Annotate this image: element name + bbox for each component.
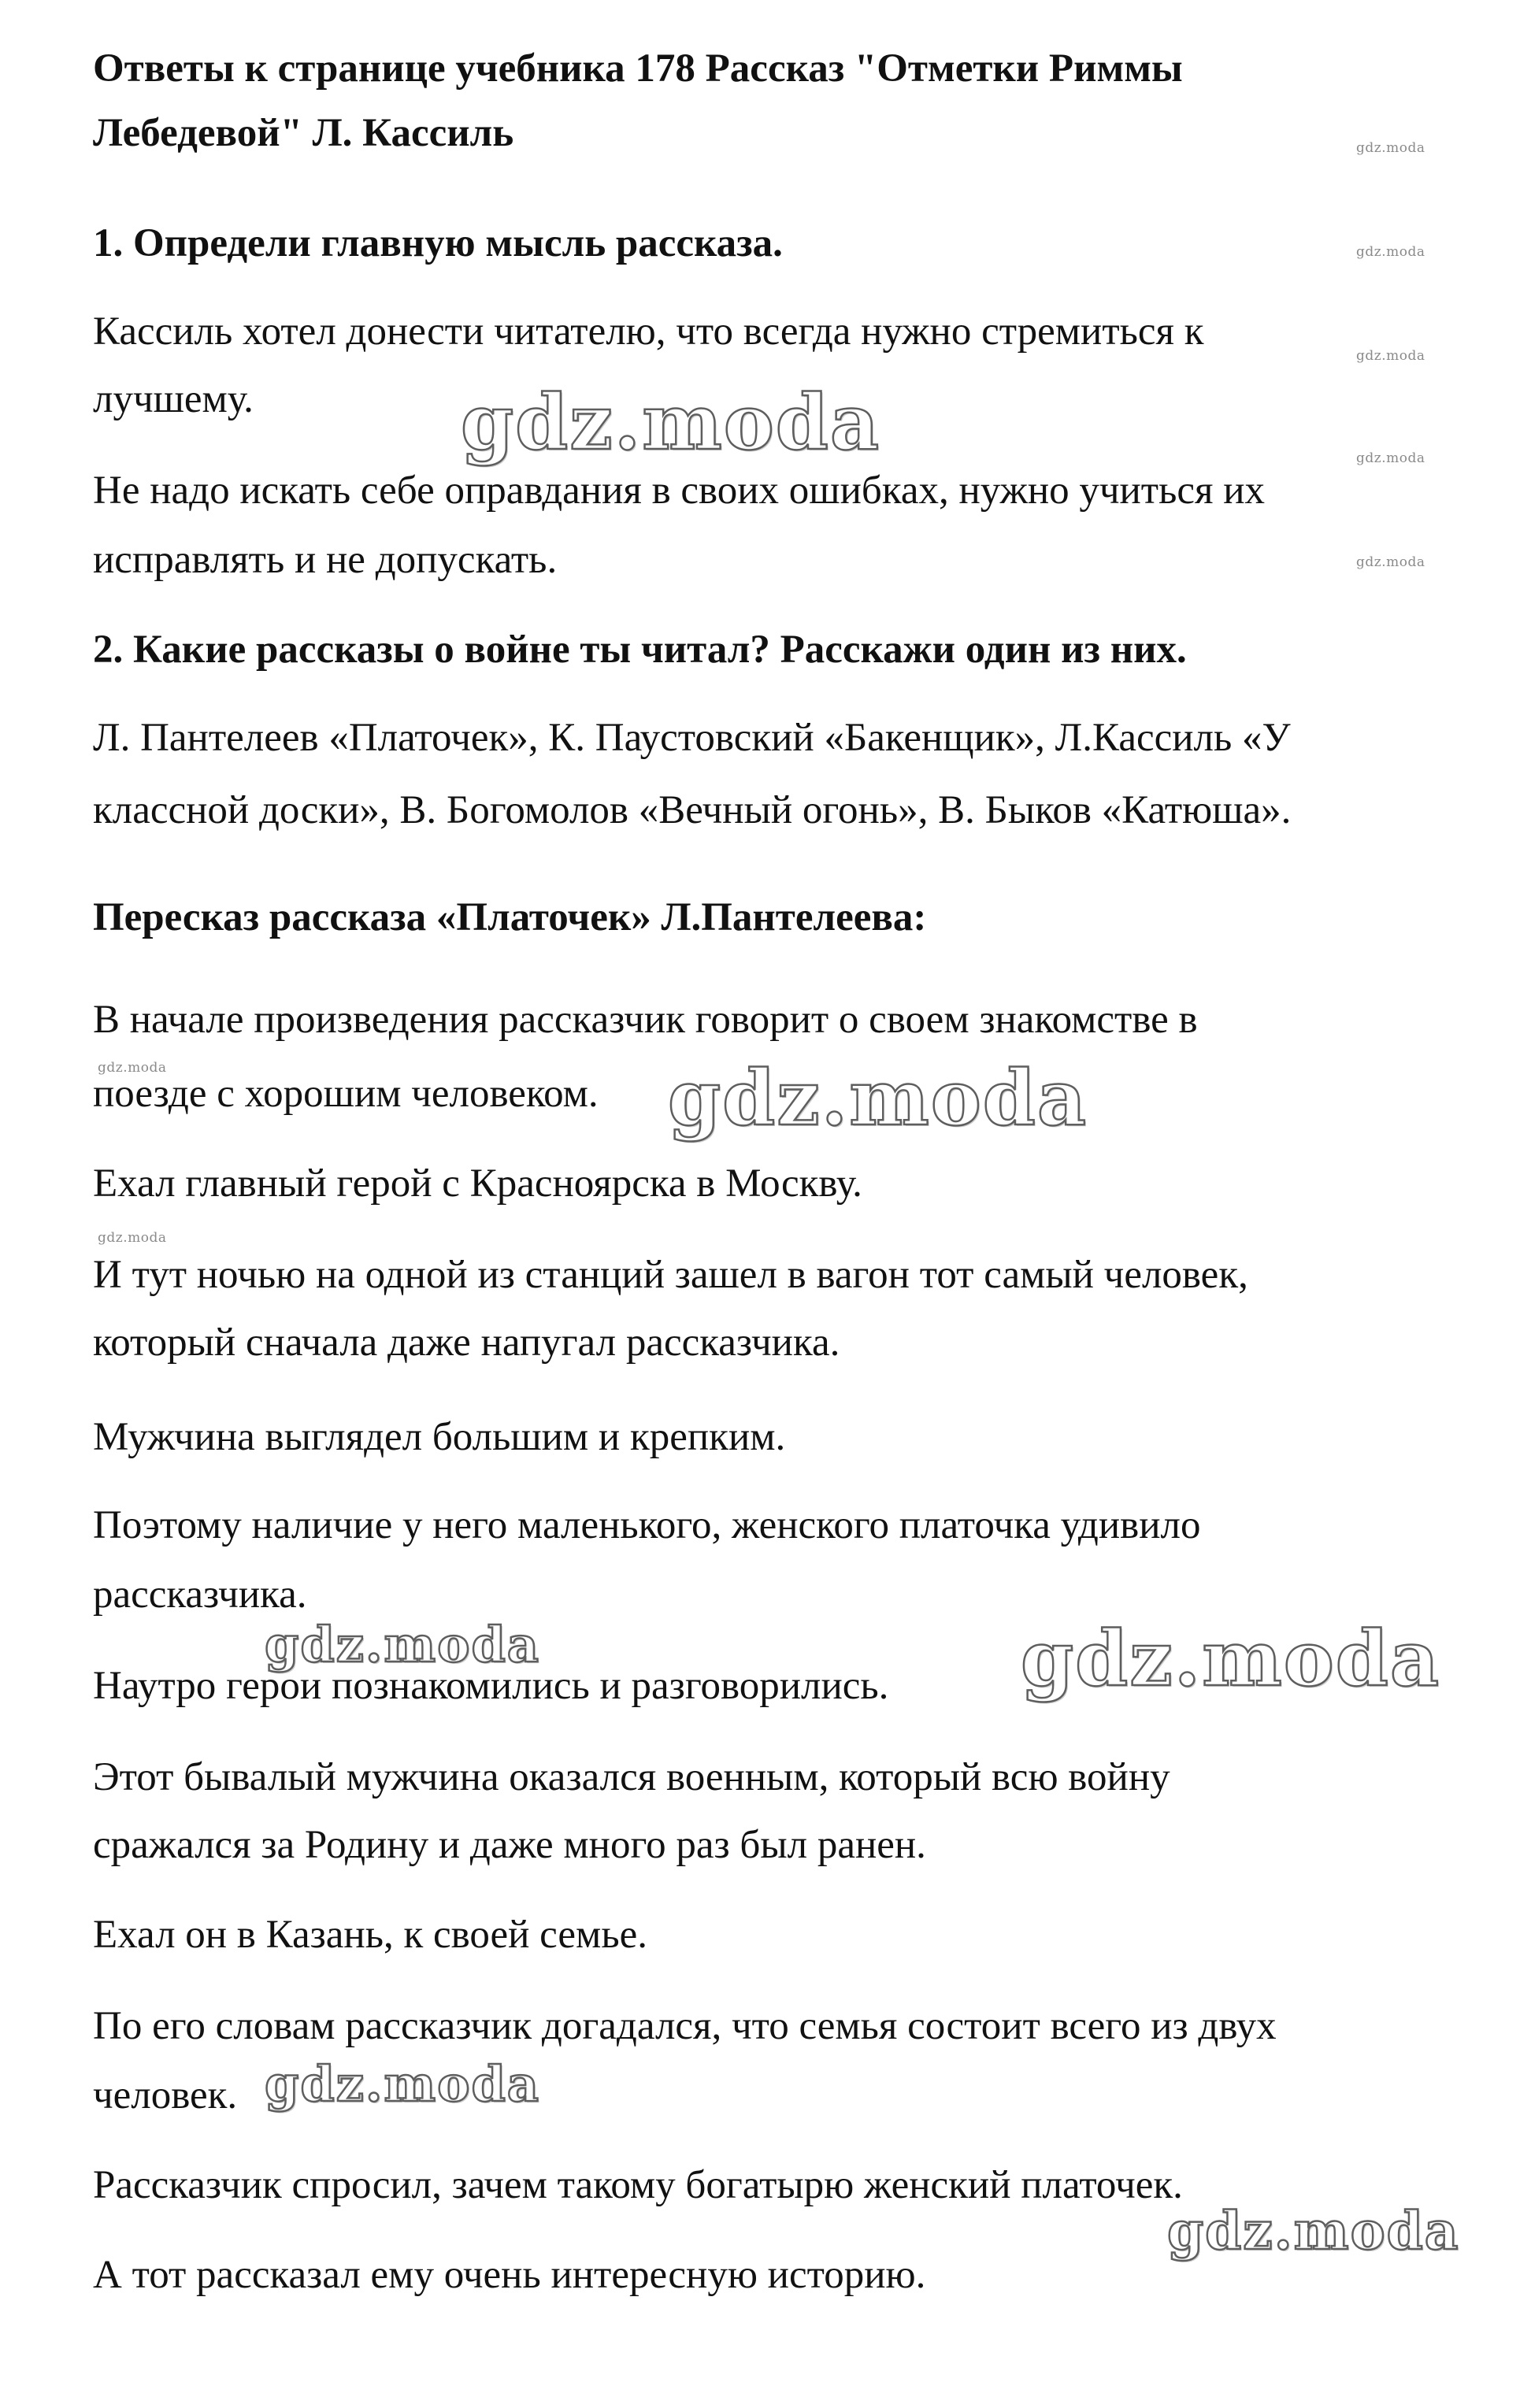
retelling-heading: Пересказ рассказа «Платочек» Л.Пантелеева: [93,895,927,939]
answer-1-line-3: Не надо искать себе оправдания в своих ошибках, нужно учиться их [93,469,1265,513]
watermark-large: gdz.moda [265,2055,540,2113]
watermark-large: gdz.moda [265,1616,540,1673]
watermark-large: gdz.moda [1167,2200,1460,2262]
watermark-small: gdz.moda [98,1230,167,1246]
retelling-p7-line-1: Этот бывалый мужчина оказался военным, который всю войну [93,1755,1170,1799]
question-2-heading: 2. Какие рассказы о войне ты читал? Расскажи один из них. [93,628,1187,672]
answer-2-line-1: Л. Пантелеев «Платочек», К. Паустовский «Бакенщик», Л.Кассиль «У [93,716,1291,760]
answer-2-line-2: классной доски», В. Богомолов «Вечный огонь», В. Быков «Катюша». [93,788,1292,832]
retelling-p8: Ехал он в Казань, к своей семье. [93,1913,647,1957]
watermark-large: gdz.moda [1021,1614,1441,1703]
watermark-small: gdz.moda [1356,554,1425,570]
retelling-p1-line-2: поезде с хорошим человеком. [93,1072,599,1116]
watermark-small: gdz.moda [98,1060,167,1076]
retelling-p5-line-1: Поэтому наличие у него маленького, женского платочка удивило [93,1503,1201,1547]
retelling-p3-line-1: И тут ночью на одной из станций зашел в вагон тот самый человек, [93,1253,1248,1297]
answer-1-line-1: Кассиль хотел донести читателю, что всегда нужно стремиться к [93,309,1204,354]
watermark-small: gdz.moda [1356,140,1425,156]
watermark-large: gdz.moda [668,1054,1088,1143]
retelling-p5-line-2: рассказчика. [93,1573,307,1617]
page-title-line-1: Ответы к странице учебника 178 Рассказ "Отметки Риммы [93,46,1183,91]
retelling-p1-line-1: В начале произведения рассказчик говорит о своем знакомстве в [93,998,1198,1042]
retelling-p7-line-2: сражался за Родину и даже много раз был ранен. [93,1823,926,1867]
retelling-p3-line-2: который сначала даже напугал рассказчика. [93,1321,840,1365]
retelling-p9-line-2: человек. [93,2073,238,2117]
answer-1-line-2: лучшему. [93,377,254,421]
retelling-p6: Наутро герои познакомились и разговорились. [93,1664,889,1708]
retelling-p10: Рассказчик спросил, зачем такому богатырю женский платочек. [93,2163,1183,2207]
retelling-p4: Мужчина выглядел большим и крепким. [93,1415,786,1459]
page-title-line-2: Лебедевой" Л. Кассиль [93,111,514,155]
watermark-small: gdz.moda [1356,450,1425,466]
question-1-heading: 1. Определи главную мысль рассказа. [93,221,783,265]
answer-1-line-4: исправлять и не допускать. [93,538,558,582]
watermark-small: gdz.moda [1356,348,1425,364]
retelling-p11: А тот рассказал ему очень интересную историю. [93,2253,926,2297]
watermark-small: gdz.moda [1356,244,1425,260]
retelling-p2: Ехал главный герой с Красноярска в Москву. [93,1161,862,1206]
retelling-p9-line-1: По его словам рассказчик догадался, что семья состоит всего из двух [93,2004,1277,2048]
watermark-large: gdz.moda [461,378,881,467]
